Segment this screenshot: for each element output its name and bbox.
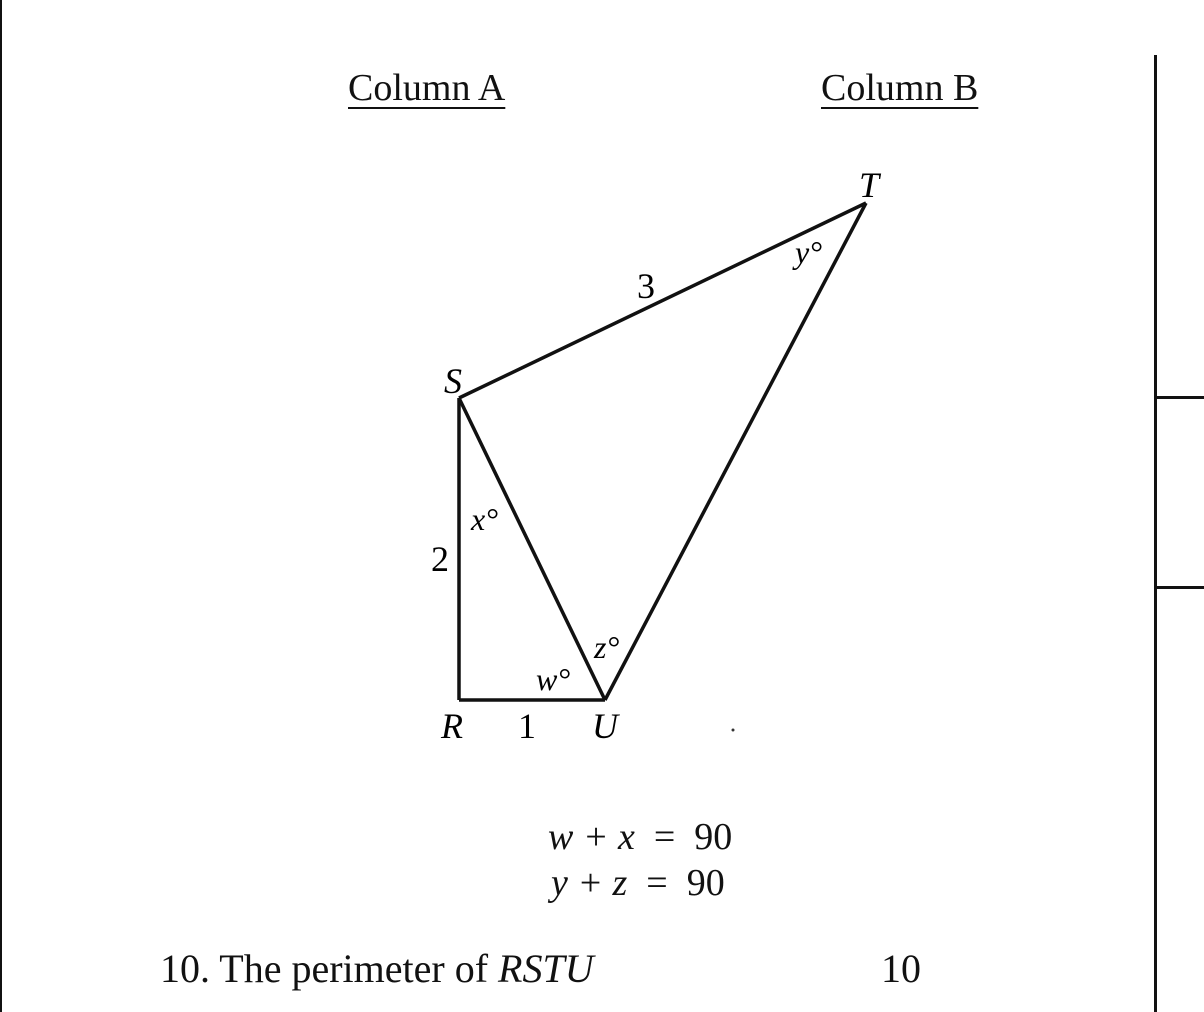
column-b-value: 10 bbox=[881, 946, 921, 991]
edge-su bbox=[459, 398, 605, 700]
angle-label-y: y° bbox=[795, 234, 822, 270]
column-b-header: Column B bbox=[821, 67, 979, 109]
question-number: 10. bbox=[160, 946, 210, 991]
question-10 bbox=[160, 945, 594, 992]
equation-2-left: y + z bbox=[551, 862, 628, 904]
equation-2 bbox=[551, 861, 725, 905]
vertex-label-u: U bbox=[592, 706, 618, 746]
side-label-ru: 1 bbox=[518, 706, 536, 746]
vertex-label-r: R bbox=[441, 706, 463, 746]
equation-1-left: w + x bbox=[548, 816, 635, 858]
equation-1 bbox=[548, 815, 732, 859]
question-variable: RSTU bbox=[498, 946, 594, 991]
edge-st bbox=[459, 203, 866, 398]
side-label-st: 3 bbox=[637, 266, 655, 306]
equation-2-equals: = bbox=[646, 862, 668, 904]
vertex-label-s: S bbox=[444, 361, 462, 401]
print-speck bbox=[732, 729, 735, 732]
angle-label-x: x° bbox=[471, 501, 498, 537]
equation-1-right: 90 bbox=[694, 816, 733, 858]
equation-2-right: 90 bbox=[686, 862, 725, 904]
question-text: The perimeter of bbox=[219, 946, 489, 991]
column-a-header: Column A bbox=[348, 67, 506, 109]
side-label-rs: 2 bbox=[431, 539, 449, 579]
equation-1-equals: = bbox=[653, 816, 676, 858]
vertex-label-t: T bbox=[859, 165, 880, 205]
angle-label-w: w° bbox=[536, 661, 571, 697]
angle-label-z: z° bbox=[594, 629, 620, 665]
